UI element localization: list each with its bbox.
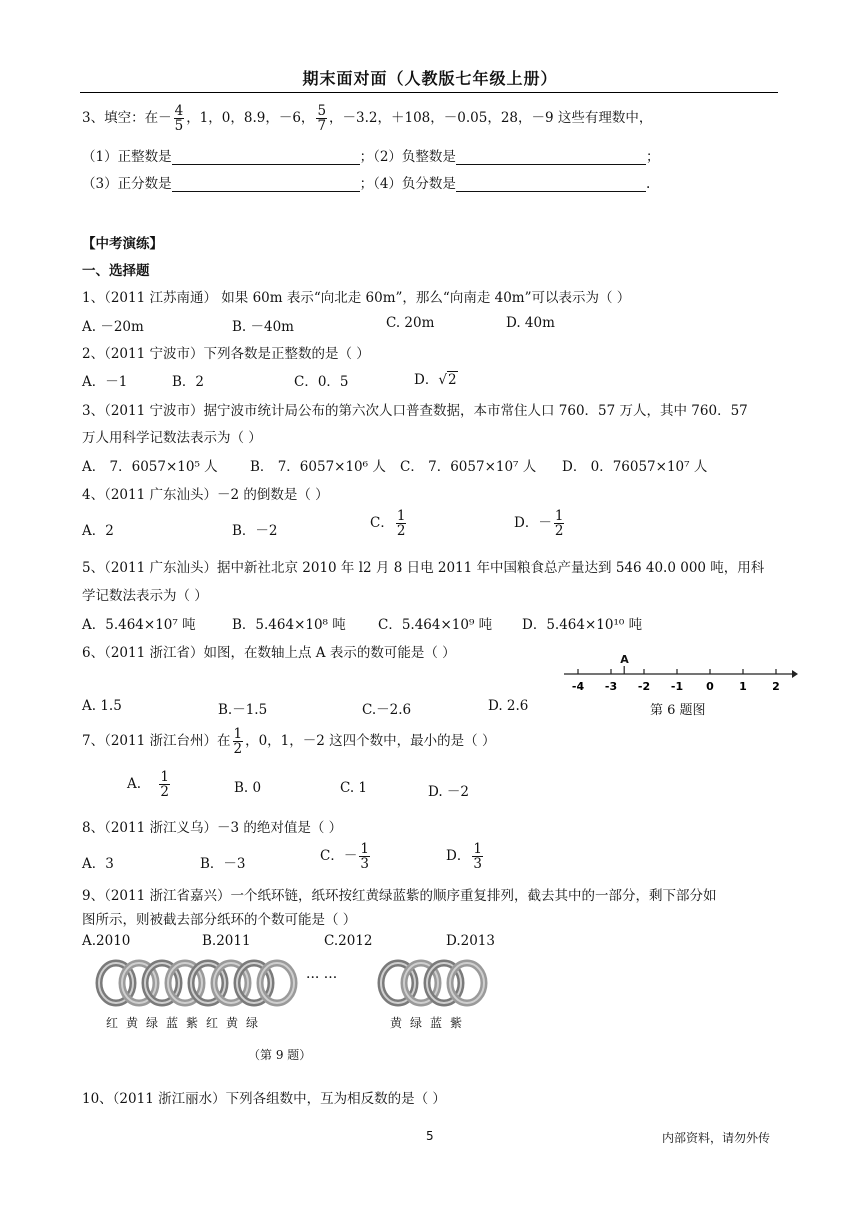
question-7-stem (82, 727, 495, 756)
question-1-stem: 1、（2011 江苏南通） 如果 60m 表示“向北走 60m”，那么“向南走 40m”可以表示为（ ） (82, 290, 631, 306)
q4-option-d-label: D．－ (514, 515, 552, 532)
q6-option-b[interactable]: B.－1.5 (218, 702, 268, 718)
frac-num: 1 (396, 508, 406, 524)
blank-negative-fractions[interactable] (456, 178, 646, 193)
frac-num: 4 (174, 103, 184, 119)
q5-option-a[interactable]: A．5.464×10⁷ 吨 (82, 617, 196, 633)
q9-option-b[interactable]: B.2011 (202, 933, 251, 949)
q6-option-c[interactable]: C.－2.6 (362, 702, 412, 718)
number-line-tick-label: 1 (739, 680, 747, 693)
frac-den: 3 (360, 856, 369, 873)
q8-option-c[interactable] (320, 842, 372, 871)
blank-positive-fractions[interactable] (172, 178, 360, 193)
number-line-ticks (572, 666, 780, 693)
q8-option-d-label: D． (446, 848, 471, 865)
blank-negative-integers[interactable] (456, 151, 646, 166)
number-line-tick-label: -1 (670, 680, 684, 693)
frac-den: 5 (174, 118, 184, 135)
frac-num: 1 (160, 769, 169, 785)
frac-den: 2 (554, 523, 564, 540)
label-positive-integers: （1）正整数是 (82, 149, 172, 165)
fill-line-2 (82, 172, 650, 192)
question-10-stem: 10、（2011 浙江丽水）下列各组数中，互为相反数的是（ ） (82, 1091, 446, 1107)
punct: ； (645, 149, 660, 165)
fraction-1-2 (233, 727, 244, 756)
q5-option-c[interactable]: C．5.464×10⁹ 吨 (378, 617, 493, 633)
blank-positive-integers[interactable] (172, 151, 360, 166)
frac-num: 1 (554, 508, 564, 524)
q2-option-a[interactable]: A．－1 (82, 374, 128, 390)
q9-option-d[interactable]: D.2013 (446, 933, 495, 949)
fraction-1-3 (472, 842, 483, 871)
question-6-stem: 6、（2011 浙江省）如图，在数轴上点 A 表示的数可能是（ ） (82, 645, 456, 661)
number-line-figure (560, 646, 800, 698)
q7-option-c[interactable]: C. 1 (340, 780, 368, 796)
page-number: 5 (426, 1129, 434, 1143)
q4-option-c-label: C． (370, 515, 394, 532)
q9-option-c[interactable]: C.2012 (324, 933, 373, 949)
label-negative-integers: ；（2）负整数是 (359, 149, 456, 165)
fraction-1-2 (554, 509, 565, 538)
question-5-stem-line1: 5、（2011 广东汕头）据中新社北京 2010 年 l2 月 8 日电 2011 年中国粮食总产量达到 546 40.0 000 吨，用科 (82, 560, 765, 576)
q8-option-d[interactable] (446, 842, 485, 871)
frac-den: 7 (317, 118, 327, 135)
q1-option-b[interactable]: B. －40m (232, 319, 294, 335)
q1-option-a[interactable]: A. －20m (82, 319, 144, 335)
question-2-stem: 2、（2011 宁波市）下列各数是正整数的是（ ） (82, 346, 370, 362)
question-9-stem-line1: 9、（2011 浙江省嘉兴）一个纸环链，纸环按红黄绿蓝紫的顺序重复排列，截去其中的一部分，剩下部分如 (82, 888, 717, 904)
frac-den: 2 (233, 741, 243, 758)
number-line-tick-label: -4 (571, 680, 585, 693)
q4-option-d[interactable] (514, 509, 566, 538)
frac-den: 3 (473, 856, 482, 873)
q8-option-a[interactable]: A．3 (82, 856, 114, 872)
q1-option-d[interactable]: D. 40m (506, 315, 555, 331)
point-a-label: A (620, 653, 629, 666)
fraction-5-7 (316, 104, 327, 133)
q4-option-a[interactable]: A．2 (82, 523, 114, 539)
q9-option-a[interactable]: A.2010 (82, 933, 131, 949)
paper-ring-highlight (450, 963, 484, 1003)
frac-den: 2 (396, 523, 406, 540)
number-line-tick-label: 0 (706, 680, 714, 693)
frac-num: 1 (360, 841, 369, 857)
figure-9-caption: （第 9 题） (248, 1048, 312, 1062)
label-negative-fractions: ；（4）负分数是 (359, 176, 456, 192)
q2-option-d-label: D． (414, 372, 439, 388)
q2-option-b[interactable]: B．2 (172, 374, 205, 390)
question-9-stem-line2: 图所示，则被截去部分纸环的个数可能是（ ） (82, 912, 357, 928)
header-rule (80, 92, 778, 93)
sqrt-symbol: √2 (438, 372, 457, 388)
fraction-1-2 (396, 509, 407, 538)
q7-stem-b: ，0，1，－2 这四个数中，最小的是（ ） (245, 733, 496, 750)
frac-num: 5 (317, 103, 327, 119)
q5-option-d[interactable]: D．5.464×10¹⁰ 吨 (522, 617, 643, 633)
fraction-1-3 (359, 842, 370, 871)
ring-chain-right (381, 963, 484, 1003)
section-subtitle: 一、选择题 (82, 263, 150, 279)
q6-option-d[interactable]: D. 2.6 (488, 698, 529, 714)
q2-option-d[interactable] (414, 368, 458, 388)
q7-option-b[interactable]: B. 0 (234, 780, 262, 796)
chain-left-color-labels: 红黄绿蓝紫红黄绿 (106, 1016, 267, 1030)
section-title: 【中考演练】 (82, 236, 163, 252)
fraction-1-2 (159, 770, 170, 799)
figure-6-caption: 第 6 题图 (650, 703, 706, 718)
q4-option-c[interactable] (370, 509, 408, 538)
q8-option-b[interactable]: B．－3 (200, 856, 246, 872)
q2-option-c[interactable]: C．0．5 (294, 374, 349, 390)
number-line-arrow (792, 670, 798, 678)
footer-note: 内部资料，请勿外传 (662, 1131, 771, 1145)
q3-option-a[interactable]: A． 7．6057×10⁵ 人 (82, 459, 218, 475)
q6-option-a[interactable]: A. 1.5 (82, 698, 122, 714)
number-line-tick-label: -2 (637, 680, 651, 693)
q3-option-b[interactable]: B． 7．6057×10⁶ 人 (250, 459, 386, 475)
fraction-4-5 (174, 104, 185, 133)
q7-option-a[interactable] (127, 770, 172, 799)
chain-ellipsis: ··· ··· (306, 970, 338, 986)
ring-chain-left (99, 963, 294, 1003)
punct: . (645, 176, 651, 192)
q3-option-c[interactable]: C． 7．6057×10⁷ 人 (400, 459, 537, 475)
chain-right-color-labels: 黄绿蓝紫 (390, 1016, 471, 1030)
q3-option-d[interactable]: D． 0．76057×10⁷ 人 (562, 459, 708, 475)
fill-q3-suffix: ，－3.2，＋108，－0.05，28，－9 这些有理数中， (329, 110, 653, 127)
frac-den: 2 (160, 784, 169, 801)
number-line-tick-label: -3 (604, 680, 618, 693)
q7-option-d[interactable]: D. －2 (428, 784, 470, 800)
q4-option-b[interactable]: B．－2 (232, 523, 278, 539)
q7-option-a-label: A. (127, 776, 142, 793)
paper-ring-highlight (260, 963, 294, 1003)
q1-option-c[interactable]: C. 20m (386, 315, 435, 331)
number-line-tick-label: 2 (772, 680, 780, 693)
fill-q3-prefix: 3、填空：在－ (82, 110, 172, 127)
paper-ring-chain-figure (90, 956, 510, 1012)
question-3-stem-line2: 万人用科学记数法表示为（ ） (82, 430, 262, 446)
q5-option-b[interactable]: B．5.464×10⁸ 吨 (232, 617, 346, 633)
q8-option-c-label: C．－ (320, 848, 358, 865)
fill-q3-mid: ，1，0，8.9，－6， (186, 110, 315, 127)
page-header-title: 期末面对面（人教版七年级上册） (302, 69, 558, 88)
sqrt-radicand: 2 (447, 372, 457, 388)
q7-stem-a: 7、（2011 浙江台州）在 (82, 733, 231, 750)
fill-question-3 (82, 104, 652, 133)
frac-num: 1 (233, 726, 243, 742)
question-8-stem: 8、（2011 浙江义乌）－3 的绝对值是（ ） (82, 820, 343, 836)
question-3-stem-line1: 3、（2011 宁波市）据宁波市统计局公布的第六次人口普查数据，本市常住人口 760．57 万人，其中 760．57 (82, 403, 748, 419)
question-5-stem-line2: 学记数法表示为（ ） (82, 588, 208, 604)
frac-num: 1 (473, 841, 482, 857)
fill-line-1 (82, 145, 659, 165)
label-positive-fractions: （3）正分数是 (82, 176, 172, 192)
question-4-stem: 4、（2011 广东汕头）－2 的倒数是（ ） (82, 487, 329, 503)
